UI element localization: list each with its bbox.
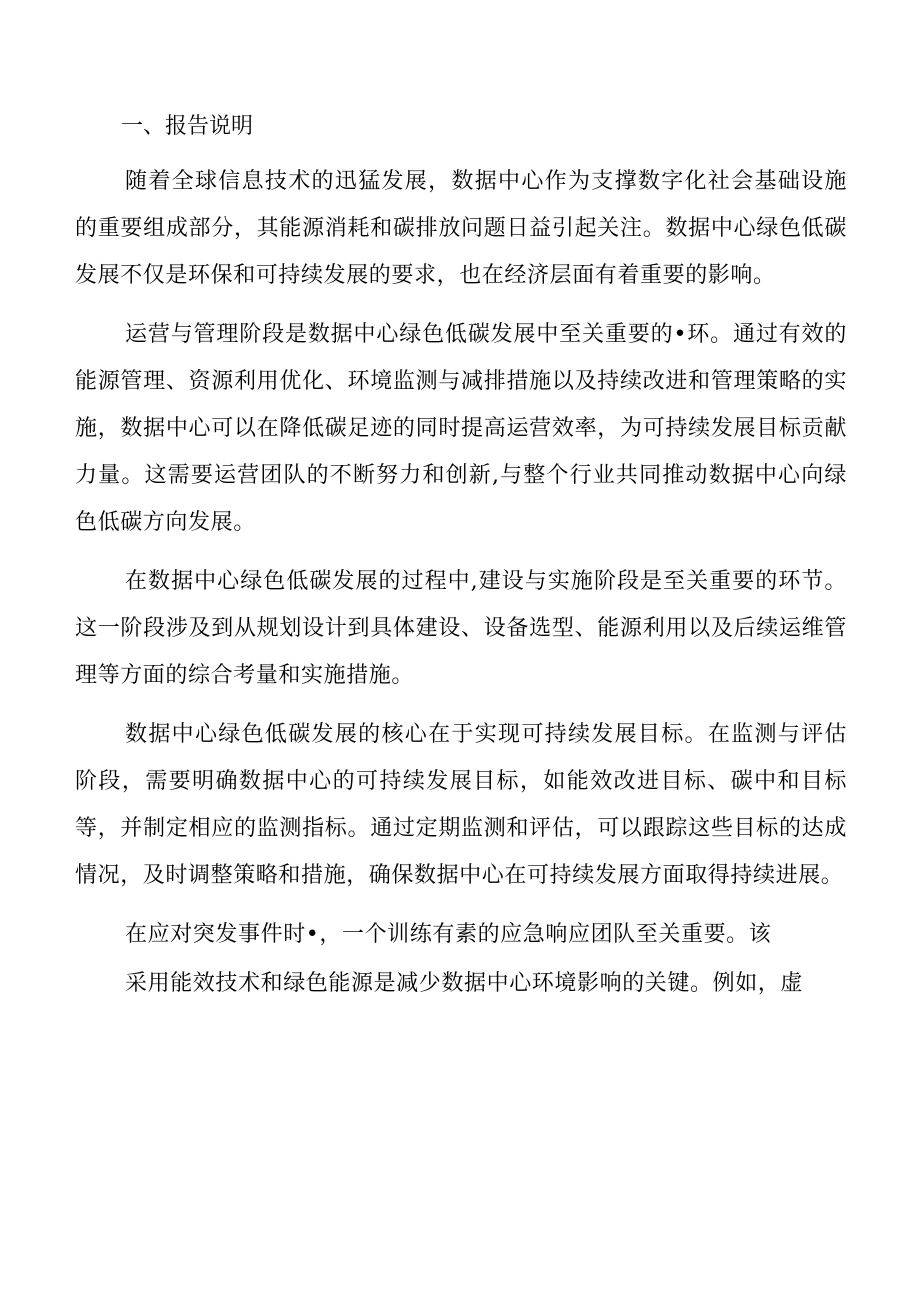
section-heading: 一、报告说明 [121,114,254,139]
paragraph-intro: 随着全球信息技术的迅猛发展，数据中心作为支撑数字化社会基础设施的重要组成部分，其能源消耗和碳排放问题日益引起关注。数据中心绿色低碳发展不仅是环保和可持续发展的要求，也在经济层面有着重要的影响。 [75,169,847,288]
paragraph-monitoring: 数据中心绿色低碳发展的核心在于实现可持续发展目标。在监测与评估阶段，需要明确数据中心的可持续发展目标，如能效改进目标、碳中和目标等，并制定相应的监测指标。通过定期监测和评估，可以跟踪这些目标的达成情况，及时调整策略和措施，确保数据中心在可持续发展方面取得持续进展。 [75,722,847,888]
paragraph-operations: 运营与管理阶段是数据中心绿色低碳发展中至关重要的•环。通过有效的能源管理、资源利用优化、环境监测与减排措施以及持续改进和管理策略的实施，数据中心可以在降低碳足迹的同时提高运营效率，为可持续发展目标贡献力量。这需要运营团队的不断努力和创新,与整个行业共同推动数据中心向绿色低碳方向发展。 [75,322,847,535]
paragraph-emergency: 在应对突发事件时•，一个训练有素的应急响应团队至关重要。该 [125,922,772,947]
paragraph-construction: 在数据中心绿色低碳发展的过程中,建设与实施阶段是至关重要的环节。这一阶段涉及到从规划设计到具体建设、设备选型、能源利用以及后续运维管理等方面的综合考量和实施措施。 [75,569,847,688]
document-body [75,104,847,1019]
paragraph-energy-tech: 采用能效技术和绿色能源是减少数据中心环境影响的关键。例如，虚 [125,971,804,996]
